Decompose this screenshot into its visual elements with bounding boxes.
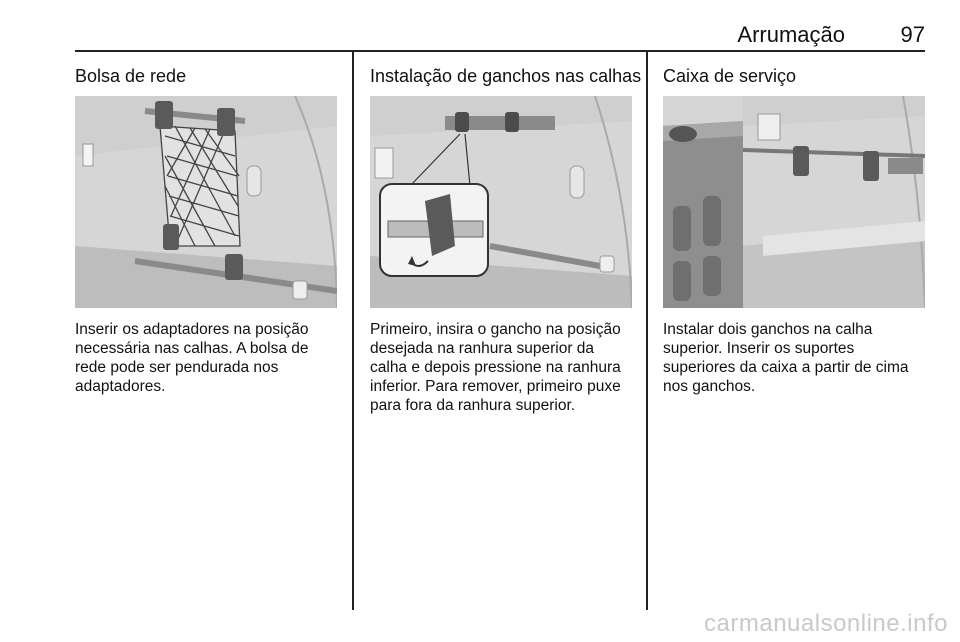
column-divider bbox=[646, 50, 648, 610]
page-header-title: Arrumação bbox=[737, 22, 845, 47]
body-text-hooks: Primeiro, insira o gancho na posição desejada na ranhura superior da calha e depois pressione na ranhura inferior. Para remover, primeiro puxe para fora da ranhura superior. bbox=[370, 321, 621, 414]
section-title-service-box: Caixa de serviço bbox=[663, 66, 797, 86]
watermark-text: carmanualsonline.info bbox=[704, 610, 948, 637]
body-text-service-box: Instalar dois ganchos na calha superior. Inserir os suportes superiores da caixa a partir de cima nos ganchos. bbox=[663, 321, 909, 395]
net-bag-illustration bbox=[75, 96, 337, 308]
page-number: 97 bbox=[900, 22, 925, 47]
header-rule bbox=[75, 50, 925, 52]
column-divider bbox=[352, 50, 354, 610]
section-title-net-bag: Bolsa de rede bbox=[75, 66, 187, 86]
service-box-illustration bbox=[663, 96, 925, 308]
figure-service-box bbox=[663, 96, 925, 308]
section-title-hooks: Instalação de ganchos nas calhas bbox=[370, 66, 642, 86]
figure-hooks bbox=[370, 96, 632, 308]
figure-net-bag bbox=[75, 96, 337, 308]
body-text-net-bag: Inserir os adaptadores na posição necessária nas calhas. A bolsa de rede pode ser pendurada nos adaptadores. bbox=[75, 321, 309, 395]
hooks-illustration bbox=[370, 96, 632, 308]
